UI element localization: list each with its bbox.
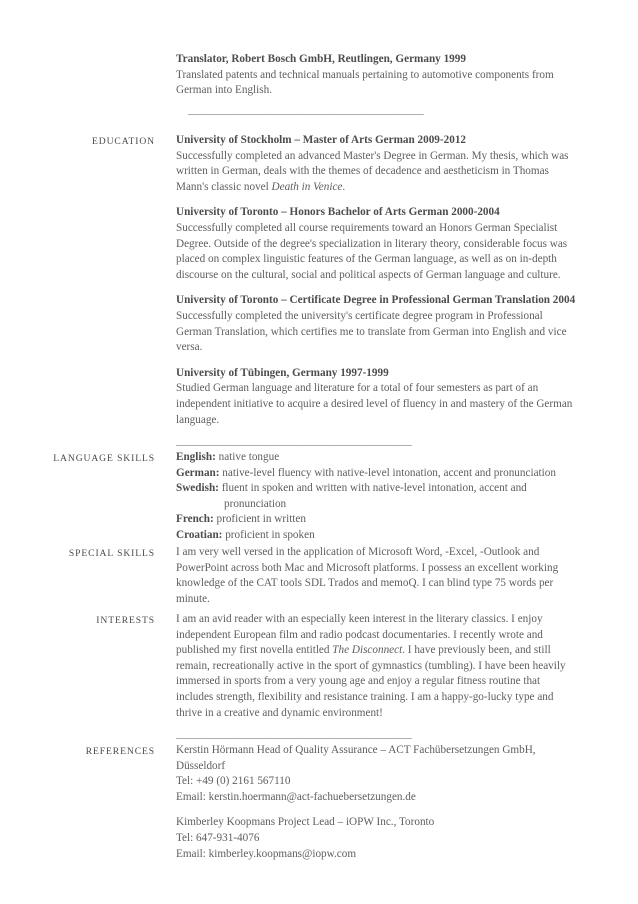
experience-title: Translator, Robert Bosch GmbH, Reutlingen, Germany 1999	[176, 53, 466, 65]
education-entry	[176, 293, 580, 355]
education-entries	[176, 133, 580, 453]
language-level-continued: pronunciation	[224, 497, 287, 510]
reference-name-title: Kerstin Hörmann Head of Quality Assurance – ACT Fachübersetzungen GmbH, Düsseldorf	[176, 744, 536, 772]
reference-email[interactable]: Email: kimberley.koopmans@iopw.com	[176, 847, 357, 860]
language-item	[176, 481, 580, 512]
language-name: English:	[176, 451, 216, 463]
language-level: proficient in spoken	[222, 528, 315, 541]
reference-email[interactable]: Email: kerstin.hoermann@act-fachuebersetzungen.de	[176, 790, 416, 803]
education-title: University of Toronto – Honors Bachelor of Arts German 2000-2004	[176, 206, 500, 219]
education-entry	[176, 366, 580, 428]
education-title: University of Toronto – Certificate Degree in Professional German Translation 2004	[176, 294, 576, 307]
language-item	[176, 450, 580, 466]
language-list	[176, 450, 580, 544]
experience-entry	[176, 52, 580, 122]
education-text: Successfully completed an advanced Master's Degree in German. My thesis, which was written in German, deals with the themes of decadence and aestheticism in Thomas Mann's classic novel	[176, 149, 569, 193]
education-title: University of Tübingen, Germany 1997-1999	[176, 366, 389, 379]
novella-title: The Disconnect	[332, 644, 403, 657]
language-item	[176, 466, 580, 482]
education-entry	[176, 133, 580, 195]
education-description: Successfully completed all course requirements toward an Honors German Specialist Degree. Outside of the degree's specialization in literary theory, considerable focus was placed on complex linguistic features of the German language, as well as on in-depth discourse on the cultural, social and political aspects of German language and culture.	[176, 221, 568, 281]
education-text-end: .	[342, 180, 346, 193]
interests-block	[176, 612, 580, 746]
reference-entry	[176, 743, 580, 805]
language-level: fluent in spoken and written with native-level intonation, accent and	[218, 482, 527, 495]
language-item	[176, 528, 580, 544]
language-level: native-level fluency with native-level intonation, accent and pronunciation	[219, 466, 556, 479]
education-description: Successfully completed the university's certificate degree program in Professional German Translation, which certifies me to translate from German into English and vice versa.	[176, 309, 567, 354]
references-list	[176, 743, 580, 872]
section-divider: ——————————————————————	[176, 732, 412, 745]
education-label: EDUCATION	[92, 136, 155, 147]
education-entry	[176, 205, 580, 283]
language-name: German:	[176, 466, 220, 479]
section-divider: ——————————————————————	[176, 439, 412, 452]
language-name: Swedish:	[176, 482, 219, 495]
education-title: University of Stockholm – Master of Arts German 2009-2012	[176, 134, 467, 146]
section-divider: ——————————————————————	[188, 107, 424, 120]
novel-title: Death in Venice	[271, 180, 343, 193]
interests-label: INTERESTS	[96, 615, 155, 626]
language-item	[176, 512, 580, 528]
education-description: Studied German language and literature for a total of four semesters as part of an independent initiative to acquire a desired level of fluency in and mastery of the German language.	[176, 382, 573, 426]
interests-text-end: . I have previously been, and still remain, recreationally active in the sport of gymnastics (tumbling). I have been heavily immersed in sports from a very young age and enjoy a regular fitness routine that includes strength, flexibility and resistance training. I am a happy-go-lucky type and thrive in a creative and dynamic environment!	[176, 644, 566, 719]
reference-phone: Tel: +49 (0) 2161 567110	[176, 775, 291, 788]
interests-text	[176, 612, 580, 721]
special-skills-text: I am very well versed in the application of Microsoft Word, -Excel, -Outlook and PowerPoint across both Mac and Microsoft platforms. I possess an excellent working knowledge of the CAT tools SDL Trados and memoQ. I can blind type 75 words per minute.	[176, 546, 559, 605]
interests-text-start: I am an avid reader with an especially keen interest in the literary classics. I enjoy independent European film and radio podcast documentaries. I recently wrote and published my first novella entitled	[176, 613, 543, 657]
experience-description: Translated patents and technical manuals pertaining to automotive components from German into English.	[176, 68, 554, 97]
language-level: native tongue	[215, 451, 280, 463]
language-name: Croatian:	[176, 528, 223, 541]
reference-name-title: Kimberley Koopmans Project Lead – iOPW Inc., Toronto	[176, 816, 435, 829]
reference-phone: Tel: 647-931-4076	[176, 831, 260, 844]
reference-entry	[176, 815, 580, 862]
special-skills-label: SPECIAL SKILLS	[68, 548, 155, 559]
language-skills-label: LANGUAGE SKILLS	[53, 453, 155, 464]
language-level: proficient in written	[213, 513, 306, 526]
references-label: REFERENCES	[85, 746, 155, 757]
education-description	[176, 149, 580, 196]
language-name: French:	[176, 513, 214, 526]
